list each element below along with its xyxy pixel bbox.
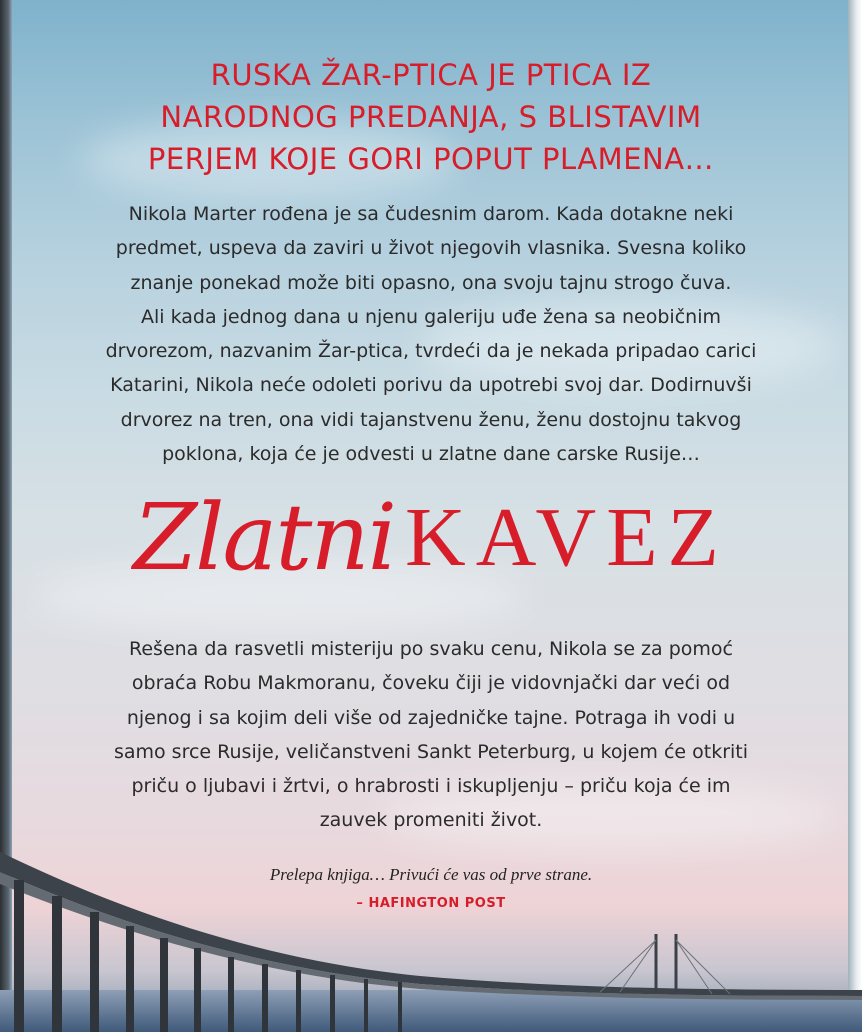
blurb-paragraph-2 [64, 632, 798, 838]
blurb-line: poklona, koja će je odvesti u zlatne dane carske Rusije… [162, 443, 700, 466]
title-caps-word: KAVEZ [405, 491, 729, 584]
blurb-line: drvorez na tren, ona vidi tajanstvenu ženu, ženu dostojnu takvog [120, 408, 742, 431]
blurb-line: Rešena da rasvetli misteriju po svaku cenu, Nikola se za pomoć [129, 638, 733, 660]
headline-line: RUSKA ŽAR-PTICA JE PTICA IZ [210, 58, 652, 92]
headline-line: PERJEM KOJE GORI POPUT PLAMENA… [147, 142, 715, 176]
blurb-line: samo srce Rusije, veličanstveni Sankt Peterburg, u kojem će otkriti [113, 740, 749, 763]
blurb-line: priču o ljubavi i žrtvi, o hrabrosti i iskupljenju – priču koja će im [131, 775, 731, 798]
blurb-line: Nikola Marter rođena je sa čudesnim darom. Kada dotakne neki [128, 203, 734, 225]
blurb-line: znanje ponekad može biti opasno, ona svoju tajnu strogo čuva. [130, 271, 732, 294]
headline-line: NARODNOG PREDANJA, S BLISTAVIM [160, 100, 702, 134]
blurb-paragraph-1 [70, 197, 792, 471]
headline [40, 54, 822, 180]
title-script-word: Zlatni [133, 484, 396, 591]
blurb-line: njenog i sa kojim deli više od zajedničke tajne. Potraga ih vodi u [126, 706, 736, 729]
blurb-line: predmet, uspeva da zaviri u život njegovih vlasnika. Svesna koliko [115, 237, 747, 260]
book-title [0, 484, 862, 591]
review-source: – HAFINGTON POST [356, 896, 506, 911]
review-quote: Prelepa knjiga… Privući će vas od prve strane. [269, 865, 593, 884]
blurb-line: drvorezom, nazvanim Žar-ptica, tvrdeći da je nekada pripadao carici [105, 340, 757, 363]
blurb-line: Katarini, Nikola neće odoleti porivu da upotrebi svoj dar. Dodirnuvši [110, 374, 752, 397]
blurb-line: zauvek promeniti život. [319, 809, 543, 832]
blurb-line: obraća Robu Makmoranu, čoveku čiji je vidovnjački dar veći od [131, 672, 731, 695]
blurb-line: Ali kada jednog dana u njenu galeriju uđe žena sa neobičnim [141, 305, 721, 328]
